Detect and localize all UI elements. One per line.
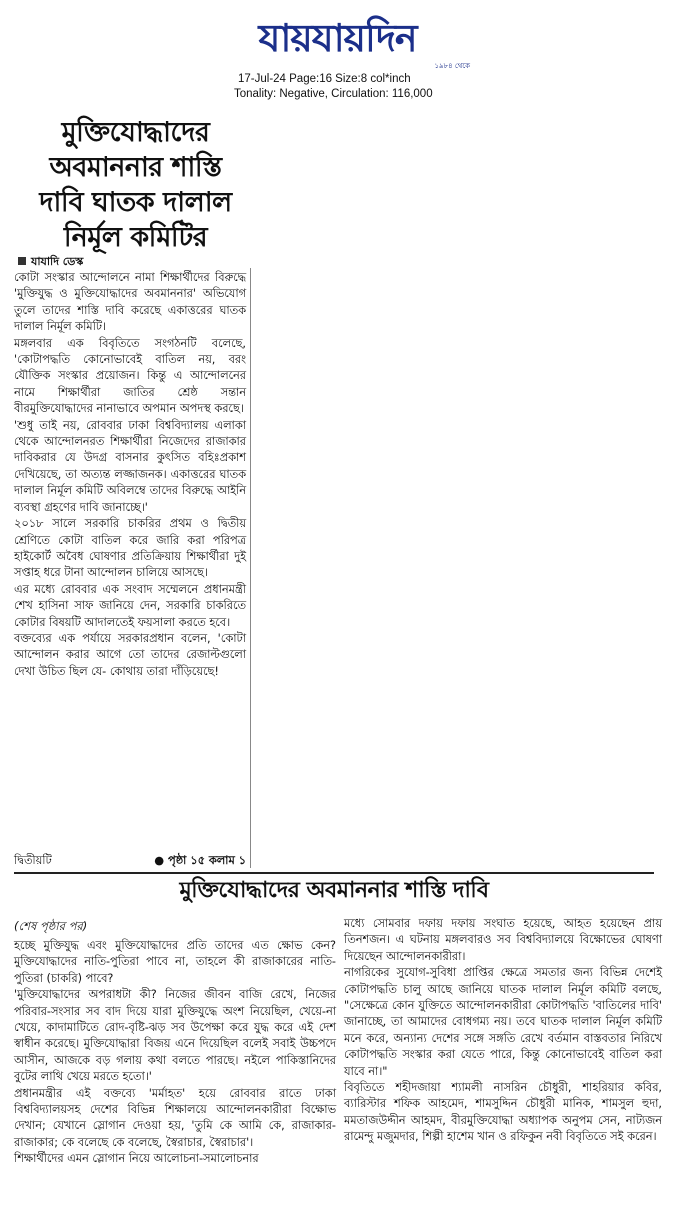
- byline-text: যাযাদি ডেস্ক: [31, 255, 84, 268]
- continued-from-label: (শেষ পৃষ্ঠার পর): [14, 919, 88, 933]
- paragraph: মঙ্গলবার এক বিবৃতিতে সংগঠনটি বলেছে, 'কোটাপদ্ধতি কোনোভাবেই বাতিল নয়, বরং যৌক্তিক সংস্কার প্রয়োজন। কিন্তু এ আন্দোলনের নামে শিক্ষার্থীরা জাতির শ্রেষ্ঠ সন্তান বীরমুক্তিযোদ্ধাদের নানাভাবে অপমান অপদস্থ করছে।: [14, 336, 246, 416]
- article-body: [14, 270, 246, 680]
- paragraph: মধ্যে সোমবার দফায় দফায় সংঘাত হয়েছে, আহত হয়েছেন প্রায় তিনশজন। এ ঘটনায় মঙ্গলবারও সব বিশ্ববিদ্যালয়ে বিক্ষোভের ঘোষণা দিয়েছেন আন্দোলনকারীরা।: [344, 917, 662, 963]
- continued-left: দ্বিতীয়টি: [14, 854, 52, 867]
- paragraph: নাগরিকের সুযোগ-সুবিধা প্রাপ্তির ক্ষেত্রে সমতার জন্য বিভিন্ন দেশেই কোটাপদ্ধতি চালু আছে জানিয়ে ঘাতক দালাল নির্মূল কমিটি বলছে, "সেক্ষেত্রে কোন যুক্তিতে আন্দোলনকারীরা কোটাপদ্ধতি 'বাতিলের দাবি' জানাচ্ছে, তা আমাদের বোধগম্য নয়। তবে ঘাতক দালাল নির্মূল কমিটি মনে করে, অন্যান্য দেশের সঙ্গে সঙ্গতি রেখে বর্তমান বাস্তবতার নিরিখে কোটাপদ্ধতি সংস্কার করা যেতে পারে, কিন্তু কোনোভাবেই বাতিল করা যাবে না।": [344, 966, 662, 1078]
- headline-line: মুক্তিযোদ্ধাদের: [61, 117, 210, 148]
- paragraph: ২০১৮ সালে সরকারি চাকরির প্রথম ও দ্বিতীয় শ্রেণিতে কোটা বাতিল করে জারি করা পরিপত্র হাইকোর্ট অবৈধ ঘোষণার প্রতিক্রিয়ায় শিক্ষার্থীরা দুই সপ্তাহ ধরে টানা আন্দোলন চালিয়ে আসছে।: [14, 517, 246, 580]
- continued-jump: ● পৃষ্ঠা ১৫ কলাম ১: [154, 854, 246, 867]
- headline-line: অবমাননার শাস্তি: [49, 152, 222, 183]
- meta-date-page: 17-Jul-24 Page:16 Size:8 col*inch: [238, 73, 411, 85]
- paragraph: 'মুক্তিযোদ্ধাদের অপরাধটা কী? নিজের জীবন বাজি রেখে, নিজের পরিবার-সংসার সব বাদ দিয়ে যারা মুক্তিযুদ্ধে অংশ নিয়েছিল, খেয়ে-না খেয়ে, কাদামাটিতে রোদ-বৃষ্টি-ঝড় সব উপেক্ষা করে যুদ্ধ করে এই দেশ স্বাধীন করেছে। মুক্তিযোদ্ধারা বিজয় এনে দিয়েছিল বলেই সবাই উচ্চপদে আসীন, আজকে বড় গলায় কথা বলতে পারছে। নইলে পাকিস্তানিদের বুটের লাথি খেয়ে মরতে হতো।': [14, 988, 336, 1084]
- paragraph: প্রধানমন্ত্রীর এই বক্তব্যে 'মর্মাহত' হয়ে রোববার রাতে ঢাকা বিশ্ববিদ্যালয়সহ দেশের বিভিন্ন শিক্ষালয়ে আন্দোলনকারীরা বিক্ষোভ দেখান; যেখানে স্লোগান দেওয়া হয়, 'তুমি কে আমি কে, রাজাকার-রাজাকার; কে বলেছে কে বলেছে, স্বৈরাচার, স্বৈরাচার'।: [14, 1086, 336, 1149]
- continuation-column-1: [14, 938, 336, 1168]
- paragraph: কোটা সংস্কার আন্দোলনে নামা শিক্ষার্থীদের বিরুদ্ধে 'মুক্তিযুদ্ধ ও মুক্তিযোদ্ধাদের অবমাননার' অভিযোগ তুলে তাদের শাস্তি দাবি করেছে একাত্তরের ঘাতক দালাল নির্মূল কমিটি।: [14, 271, 246, 334]
- headline-line: নির্মূল কমিটির: [63, 222, 208, 253]
- paragraph: বক্তব্যের এক পর্যায়ে সরকারপ্রধান বলেন, 'কোটা আন্দোলন করার আগে তো তাদের রেজাল্টগুলো দেখা উচিত ছিল যে- কোথায় তারা দাঁড়িয়েছে!: [14, 631, 246, 678]
- paragraph: শিক্ষার্থীদের এমন স্লোগান নিয়ে আলোচনা-সমালোচনার: [14, 1152, 259, 1166]
- clipping-meta: [234, 72, 433, 102]
- newspaper-logo: যায়যায়দিন: [258, 16, 417, 60]
- square-bullet-icon: [18, 257, 26, 265]
- paragraph: 'শুধু তাই নয়, রোববার ঢাকা বিশ্ববিদ্যালয় এলাকা থেকে আন্দোলনরত শিক্ষার্থীরা নিজেদের রাজাকার দাবিকরার যে উদগ্র বাসনার কুৎসিত বহিঃপ্রকাশ দেখিয়েছে, তা অত্যন্ত লজ্জাজনক। একাত্তরের ঘাতক দালাল নির্মূল কমিটি অবিলম্বে তাদের বিরুদ্ধে আইনি ব্যবস্থা গ্রহণের দাবি জানাচ্ছে।': [14, 418, 246, 514]
- paragraph: এর মধ্যে রোববার এক সংবাদ সম্মেলনে প্রধানমন্ত্রী শেখ হাসিনা সাফ জানিয়ে দেন, সরকারি চাকরিতে কোটার বিষয়টি আদালতেই ফয়সালা করতে হবে।: [14, 582, 246, 629]
- continuation-column-2: [344, 916, 662, 1146]
- logo-tagline: ১৯৮৪ থেকে: [434, 62, 470, 70]
- masthead: [195, 8, 480, 76]
- column-divider: [250, 268, 251, 868]
- meta-tonality: Tonality: Negative, Circulation: 116,000: [234, 88, 433, 100]
- paragraph: বিবৃতিতে শহীদজায়া শ্যামলী নাসরিন চৌধুরী, শাহরিয়ার কবির, ব্যারিস্টার শফিক আহমেদ, শামসুদ্দিন চৌধুরী মানিক, শামসুল হুদা, মমতাজউদ্দীন আহমদ, বীরমুক্তিযোদ্ধা অধ্যাপক অনুপম সেন, নাট্যজন রামেন্দু মজুমদার, শিল্পী হাশেম খান ও রফিকুন নবী বিবৃতিতে সই করেন।: [344, 1081, 662, 1144]
- headline-line: দাবি ঘাতক দালাল: [39, 187, 232, 218]
- paragraph: হচ্ছে মুক্তিযুদ্ধ এবং মুক্তিযোদ্ধাদের প্রতি তাদের এত ক্ষোভ কেন? মুক্তিযোদ্ধাদের নাতি-পুতিরা পাবে না, তাহলে কী রাজাকারের নাতি-পুতিরা (চাকরি) পাবে?: [14, 939, 336, 985]
- article-headline: [18, 115, 253, 255]
- continuation-headline: মুক্তিযোদ্ধাদের অবমাননার শাস্তি দাবি: [179, 878, 489, 903]
- continued-note: [14, 853, 246, 869]
